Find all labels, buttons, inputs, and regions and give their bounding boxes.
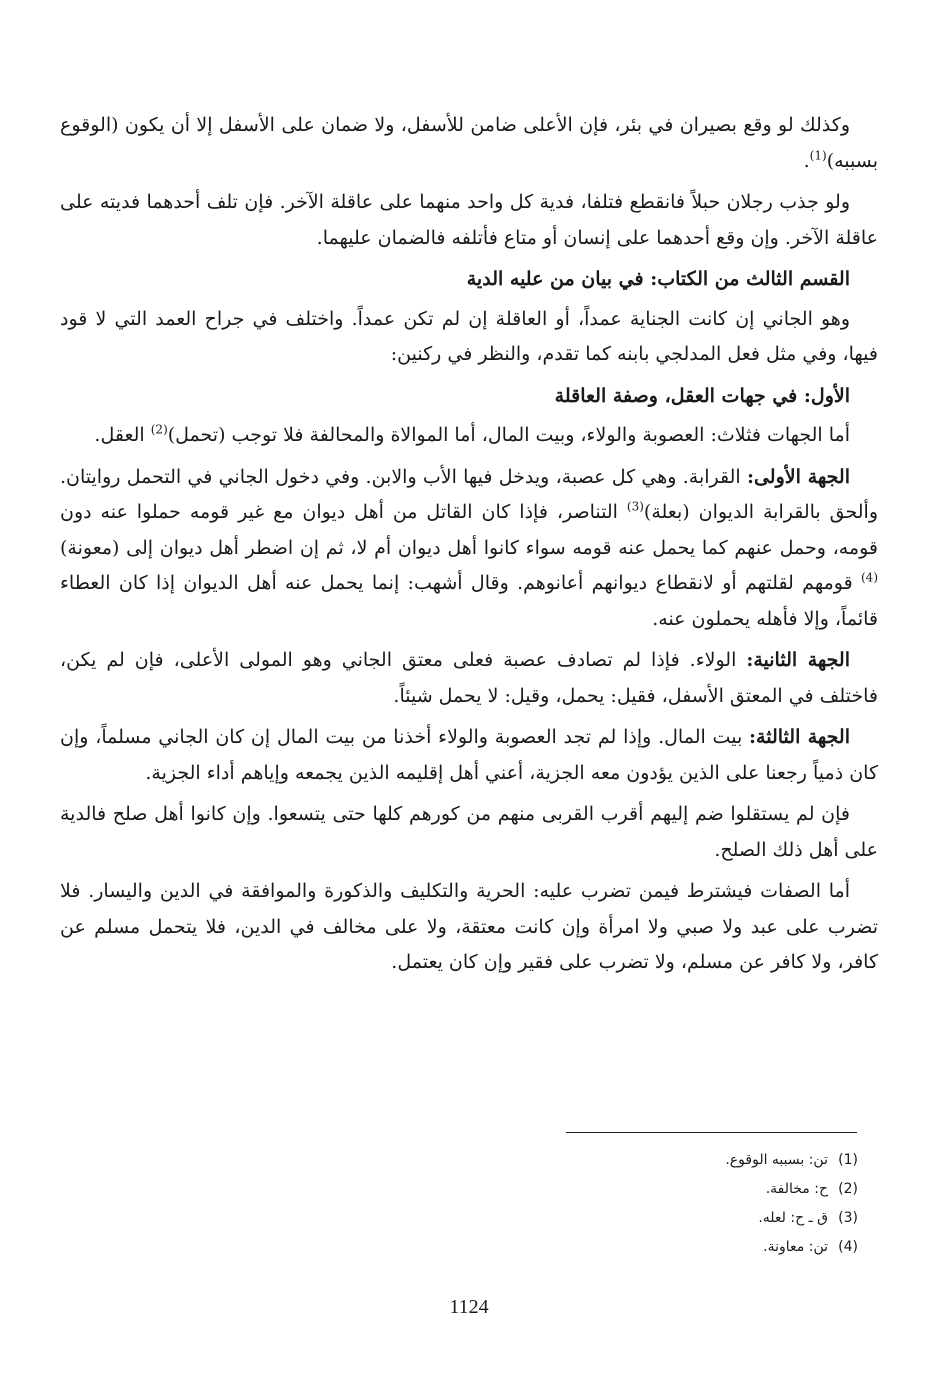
paragraph-9: أما الصفات فيشترط فيمن تضرب عليه: الحرية والتكليف والذكورة والموافقة في الدين واليسار. فلا تضرب على عبد ولا صبي ولا امرأة وإن كانت معتقة، ولا على مخالف في الدين، فلا يتحمل مسلم عن كافر، ولا كافر عن مسلم، ولا تضرب على فقير وإن كان يعتمل. bbox=[60, 880, 878, 973]
footnote-ref-3: (3) bbox=[626, 499, 644, 514]
paragraph-1-end: . bbox=[803, 149, 810, 172]
paragraph-2: ولو جذب رجلان حبلاً فانقطع فتلفا، فدية كل واحد منهما على عاقلة الآخر. فإن تلف أحدهما فديته على عاقلة الآخر. وإن وقع أحدهما على إنسان أو متاع فأتلفه فالضمان عليهما. bbox=[60, 191, 878, 249]
section-heading-3: القسم الثالث من الكتاب: في بيان من عليه الدية bbox=[466, 268, 850, 290]
paragraph-6 bbox=[60, 643, 878, 714]
footnote-text: تن: معاونة. bbox=[763, 1239, 828, 1255]
paragraph-7-text: بيت المال. وإذا لم تجد العصوبة والولاء أخذنا من بيت المال إن كان الجاني مسلماً، وإن كان ذمياً رجعنا على الذين يؤدون معه الجزية، أعني أهل إقليمه الذين يجمعه وإياهم أداء الجزية. bbox=[60, 726, 878, 784]
paragraph-5-text-c: قومهم لقلتهم أو لانقطاع ديوانهم أعانوهم. وقال أشهب: إنما يحمل عنه أهل الديوان إذا كان العطاء قائماً، وإلا فأهله يحملون عنه. bbox=[60, 572, 878, 630]
paragraph-5 bbox=[60, 460, 878, 638]
page-body bbox=[60, 108, 878, 987]
footnote-ref-4: (4) bbox=[860, 570, 878, 585]
paragraph-1 bbox=[60, 108, 878, 179]
first-aspect-label: الجهة الأولى: bbox=[746, 465, 850, 488]
footnote-4 bbox=[725, 1233, 858, 1262]
footnote-separator bbox=[566, 1132, 857, 1133]
footnote-number: (1) bbox=[838, 1152, 858, 1168]
paragraph-3: وهو الجاني إن كانت الجناية عمداً، أو العاقلة إن لم تكن عمداً. واختلف في جراح العمد التي لا قود فيها، وفي مثل فعل المدلجي بابنه كما تقدم، والنظر في ركنين: bbox=[60, 307, 878, 365]
footnote-3 bbox=[725, 1204, 858, 1233]
page-number: 1124 bbox=[449, 1296, 489, 1318]
footnote-ref-2: (2) bbox=[150, 422, 168, 437]
footnote-text: ق ـ ح: لعله. bbox=[758, 1210, 828, 1226]
paragraph-4-text-b: العقل. bbox=[94, 424, 151, 446]
footnote-text: ح: مخالفة. bbox=[765, 1181, 828, 1197]
footnote-number: (3) bbox=[838, 1210, 858, 1226]
footnote-1 bbox=[725, 1146, 858, 1175]
paragraph-4-text-a: أما الجهات فثلاث: العصوبة والولاء، وبيت المال، أما الموالاة والمحالفة فلا توجب (تحمل) bbox=[167, 424, 850, 446]
paragraph-6-text: الولاء. فإذا لم تصادف عصبة فعلى معتق الجاني وهو المولى الأعلى، فإن لم يكن، فاختلف في المعتق الأسفل، فقيل: يحمل، وقيل: لا يحمل شيئاً. bbox=[60, 649, 878, 707]
subsection-heading-first: الأول: في جهات العقل، وصفة العاقلة bbox=[554, 384, 850, 407]
paragraph-5-text-a: القرابة. وهي كل عصبة، ويدخل فيها الأب والابن. وفي دخول الجاني في التحمل روايتان. وألحق بالقرابة الديوان (بعلة) bbox=[60, 465, 879, 523]
footnote-number: (4) bbox=[838, 1239, 858, 1255]
footnote-text: تن: بسببه الوقوع. bbox=[725, 1152, 828, 1168]
third-aspect-label: الجهة الثالثة: bbox=[749, 726, 850, 748]
paragraph-1-text: وكذلك لو وقع بصيران في بئر، فإن الأعلى ضامن للأسفل، ولا ضمان على الأسفل إلا أن يكون (الوقوع بسببه) bbox=[60, 114, 878, 172]
paragraph-8: فإن لم يستقلوا ضم إليهم أقرب القربى منهم من كورهم كلها حتى يتسعوا. وإن كانوا أهل صلح فالدية على أهل ذلك الصلح. bbox=[60, 803, 878, 861]
paragraph-5-text-b: التناصر، فإذا كان القاتل من أهل ديوان مع غير قومه حملوا عنه دون قومه، وحمل عنهم كما يحمل عنه قومه سواء كانوا أهل ديوان أم لا، ثم إن اضطر أهل ديوان إلى (معونة) bbox=[60, 501, 878, 559]
footnotes bbox=[725, 1146, 858, 1262]
footnote-number: (2) bbox=[838, 1181, 858, 1197]
paragraph-4 bbox=[60, 418, 878, 454]
footnote-ref-1: (1) bbox=[809, 148, 827, 163]
footnote-2 bbox=[725, 1175, 858, 1204]
paragraph-7 bbox=[60, 720, 878, 791]
second-aspect-label: الجهة الثانية: bbox=[746, 649, 850, 671]
